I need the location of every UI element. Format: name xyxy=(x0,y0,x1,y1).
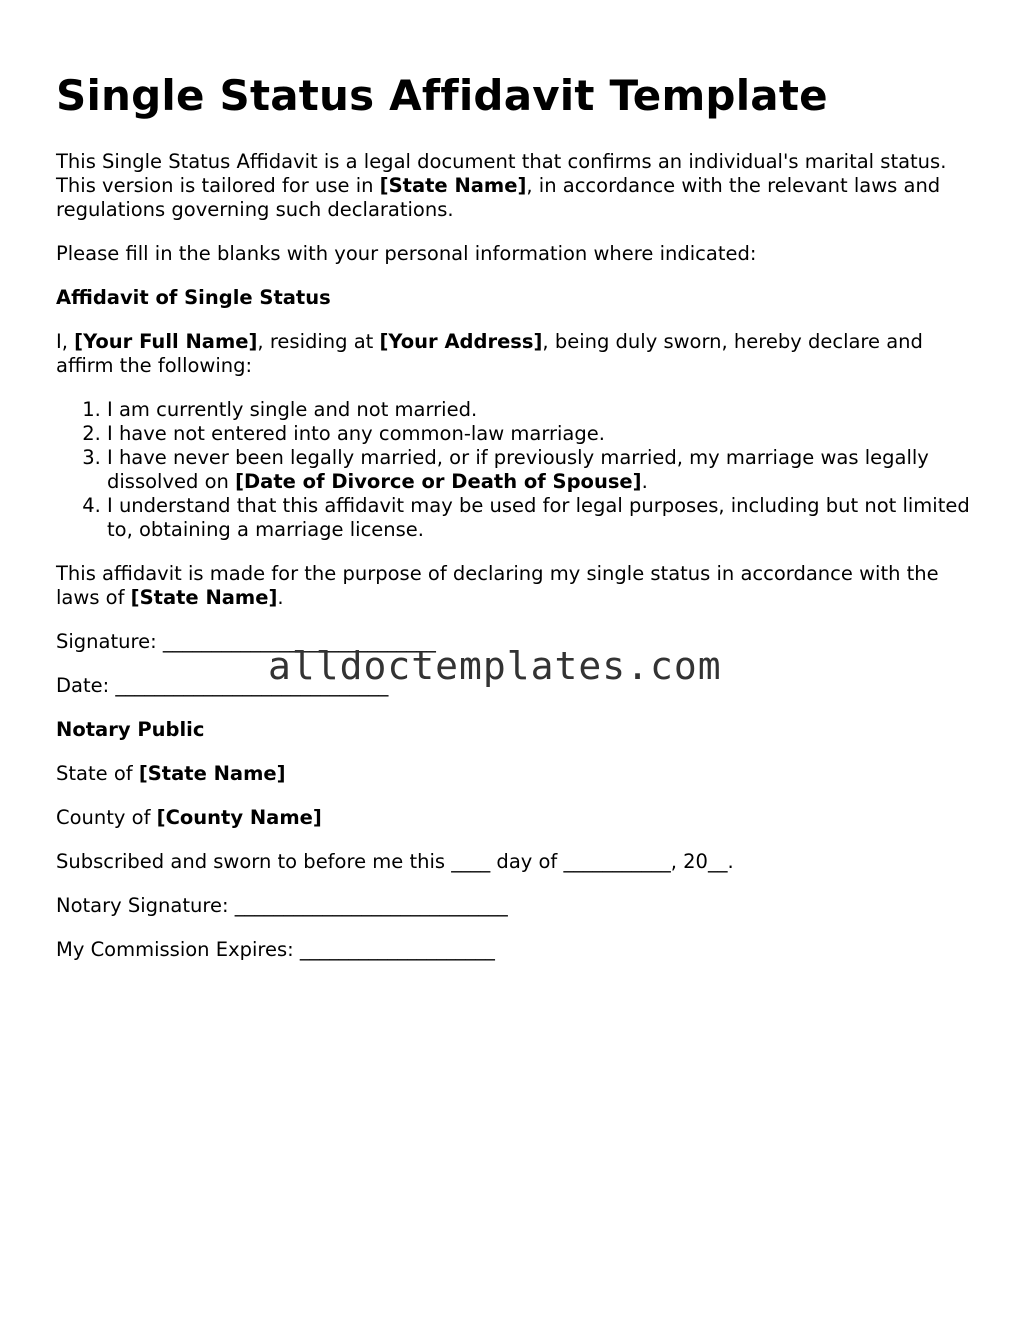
signature-line: Signature: ____________________________ xyxy=(56,630,436,653)
affidavit-heading xyxy=(56,286,976,310)
watermark: alldoctemplates.com xyxy=(268,644,722,688)
declaration-paragraph xyxy=(56,330,976,378)
declaration-text-3: , being duly sworn, hereby declare and affirm the following: xyxy=(56,330,923,377)
state-of-line xyxy=(56,762,976,786)
notary-signature-line: Notary Signature: ____________________________ xyxy=(56,894,508,917)
declaration-text-1: I, xyxy=(56,330,75,353)
instruction-paragraph: Please fill in the blanks with your personal information where indicated: xyxy=(56,242,757,265)
list-item-text-2: . xyxy=(641,470,648,493)
list-item xyxy=(107,446,976,494)
list-item: 2. I have not entered into any common-law marriage. xyxy=(107,422,976,446)
address-placeholder: [Your Address] xyxy=(379,330,543,353)
divorce-date-placeholder: [Date of Divorce or Death of Spouse] xyxy=(235,470,642,493)
commission-expires-line: My Commission Expires: ____________________ xyxy=(56,938,495,961)
purpose-paragraph xyxy=(56,562,976,610)
county-of-line xyxy=(56,806,976,830)
sworn-line: Subscribed and sworn to before me this ____ day of ___________, 20__. xyxy=(56,850,734,873)
list-item-text-1: I have never been legally married, or if previously married, my marriage was legally dissolved on xyxy=(107,446,929,493)
declaration-text-2: , residing at xyxy=(257,330,380,353)
county-of-placeholder: [County Name] xyxy=(156,806,322,829)
intro-state-placeholder: [State Name] xyxy=(379,174,527,197)
purpose-text-1: This affidavit is made for the purpose of declaring my single status in accordance with the laws of xyxy=(56,562,939,609)
state-of-label: State of xyxy=(56,762,139,785)
affidavit-heading-text: Affidavit of Single Status xyxy=(56,286,331,309)
purpose-text-2: . xyxy=(277,586,284,609)
county-of-label: County of xyxy=(56,806,157,829)
page-title: Single Status Affidavit Template xyxy=(56,71,828,120)
intro-text-1: This Single Status Affidavit is a legal document that confirms an individual's marital status. This version is tailored for use in xyxy=(56,150,947,197)
list-item: 1. I am currently single and not married. xyxy=(107,398,976,422)
date-line: Date: ____________________________ xyxy=(56,674,389,697)
notary-heading xyxy=(56,718,976,742)
state-of-placeholder: [State Name] xyxy=(138,762,286,785)
notary-heading-text: Notary Public xyxy=(56,718,205,741)
intro-paragraph xyxy=(56,150,976,222)
full-name-placeholder: [Your Full Name] xyxy=(74,330,258,353)
purpose-state-placeholder: [State Name] xyxy=(130,586,278,609)
list-item: 4. I understand that this affidavit may be used for legal purposes, including but not limited to, obtaining a marriage license. xyxy=(107,494,976,542)
declaration-list xyxy=(56,398,976,542)
document-page xyxy=(56,70,976,982)
intro-text-2: , in accordance with the relevant laws and regulations governing such declarations. xyxy=(56,174,941,221)
